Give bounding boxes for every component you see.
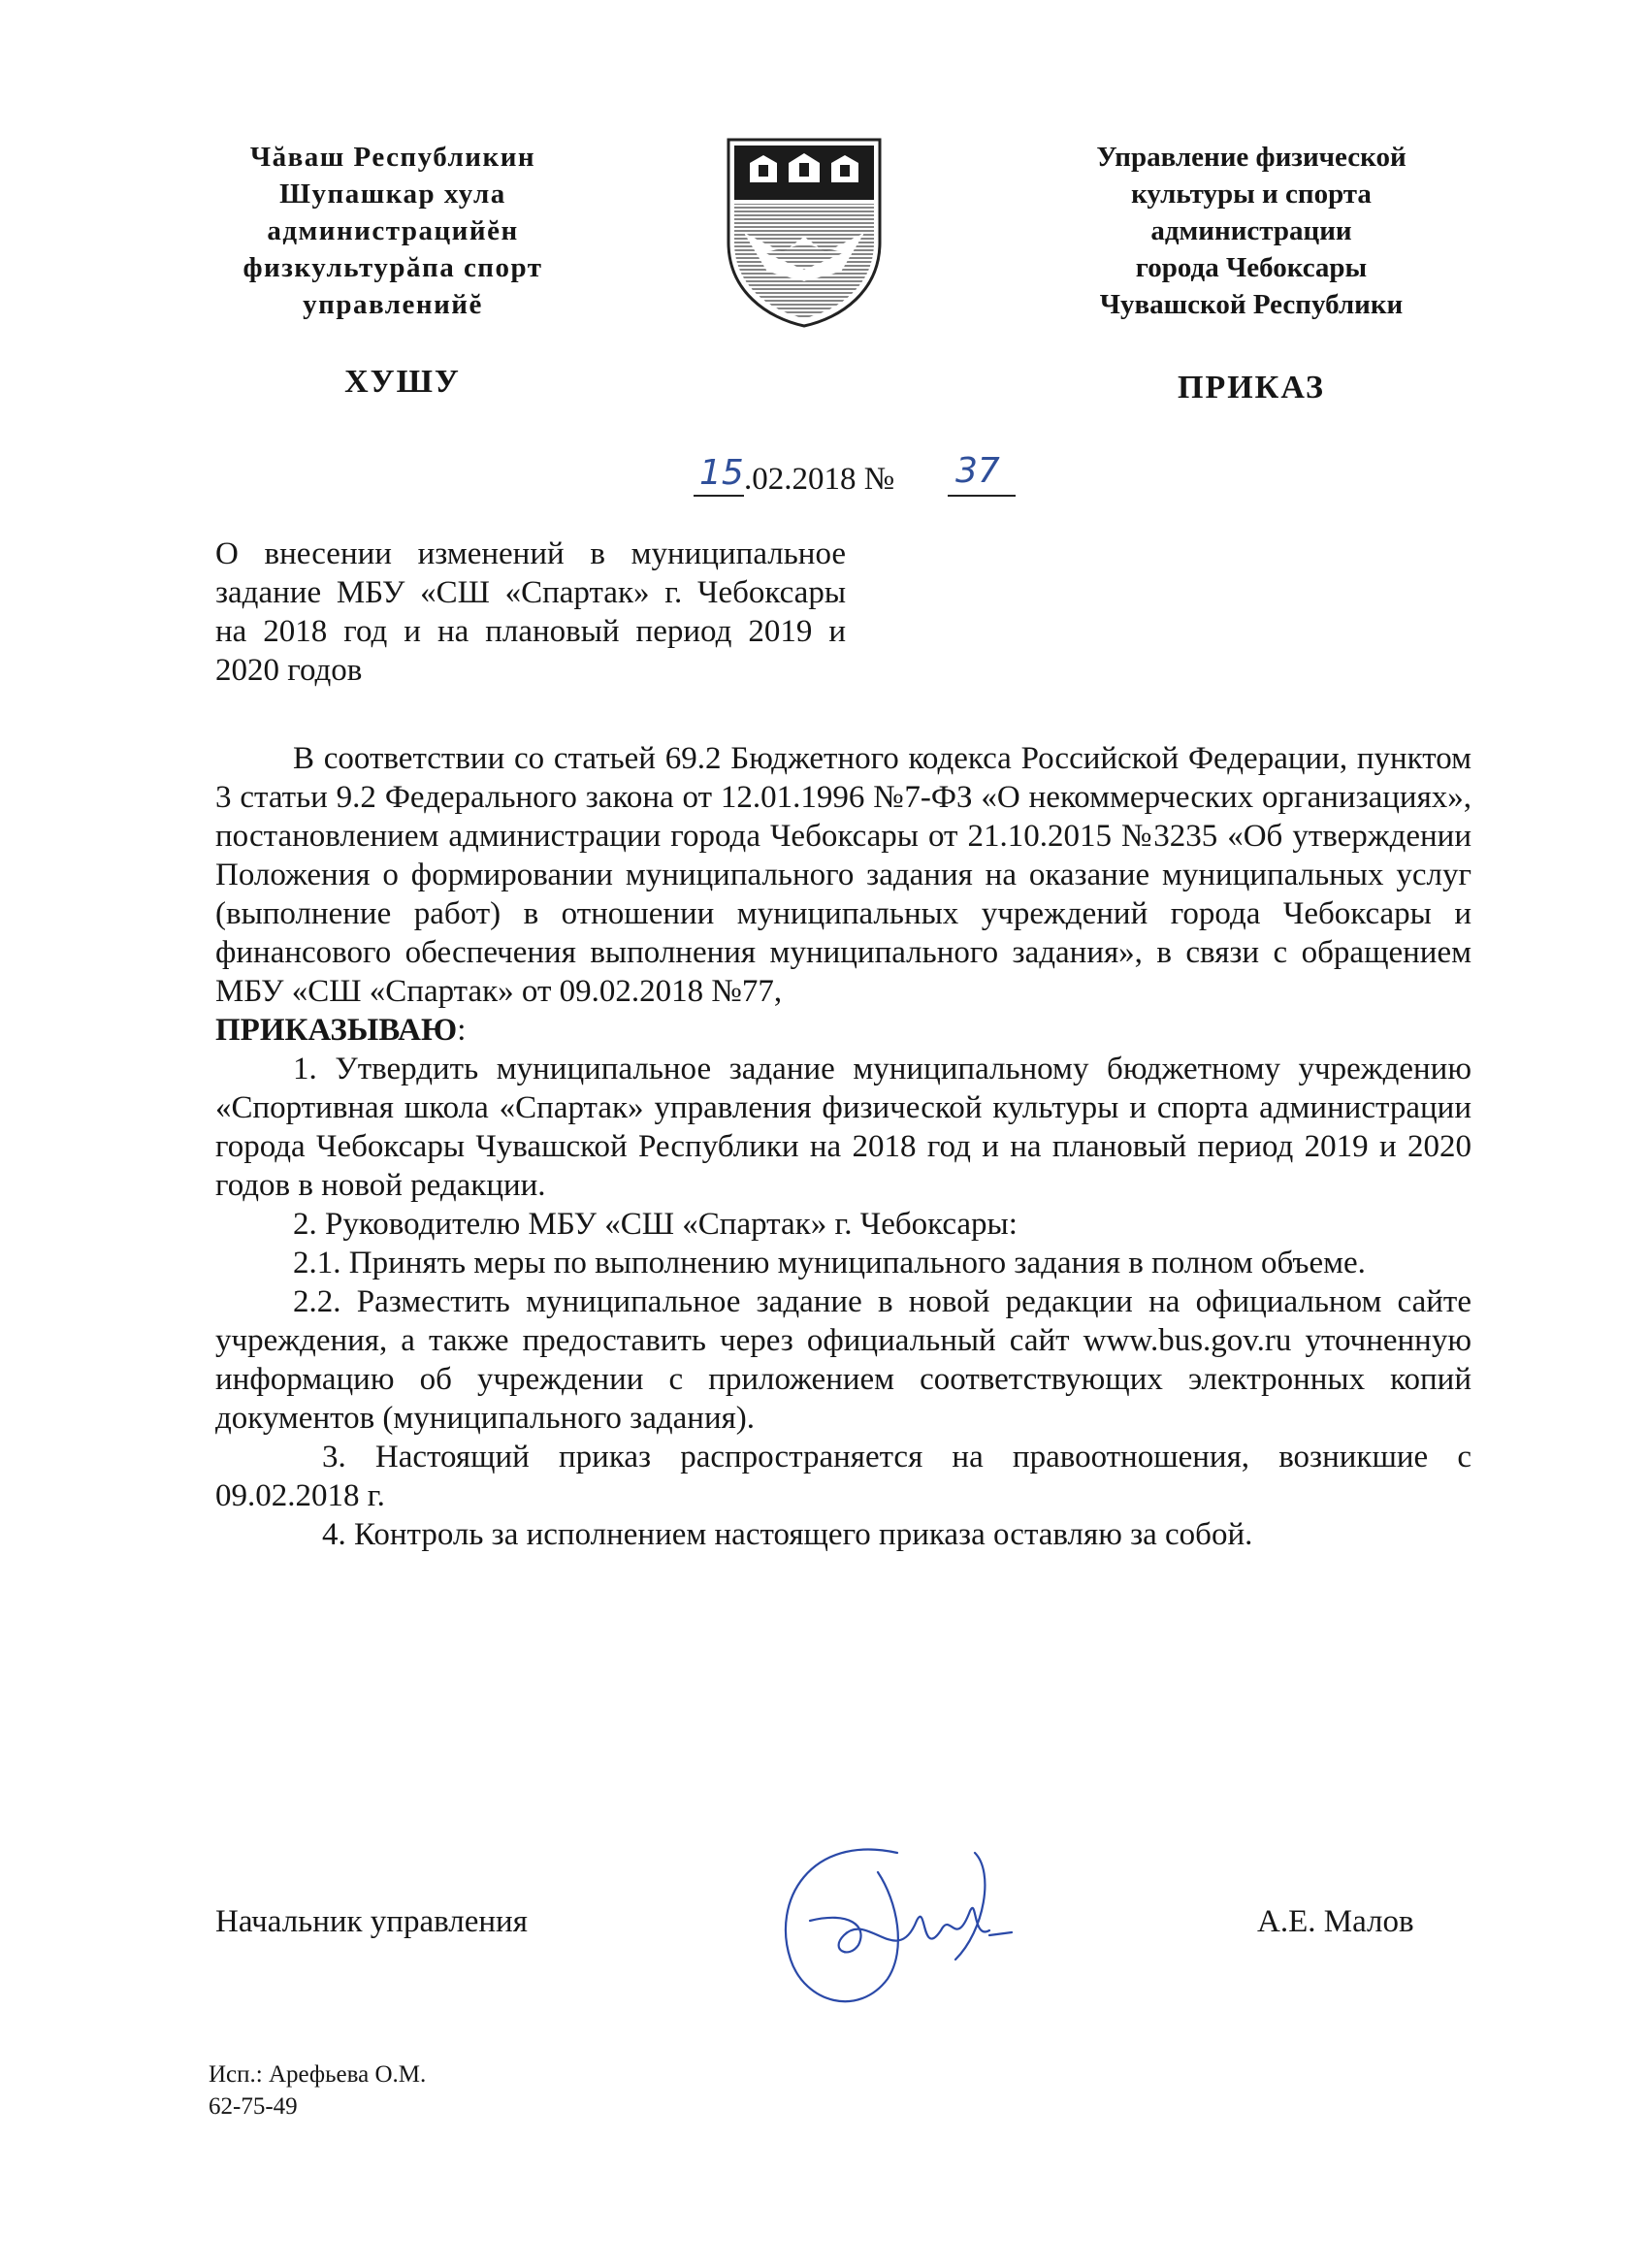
handwritten-signature-icon (752, 1814, 1033, 2027)
order-number-underline (948, 495, 1016, 497)
signatory-position: Начальник управления (215, 1904, 528, 1939)
order-item-1: 1. Утвердить муниципальное задание муниципальному бюджетному учреждению «Спортивная школа «Спартак» управления физической культуры и спорта администрации города Чебоксары Чувашской Республики на 2018 год и на плановый период 2019 и 2020 годов в новой редакции. (215, 1052, 1471, 1203)
order-item-2: 2. Руководителю МБУ «СШ «Спартак» г. Чебоксары: (293, 1207, 1018, 1242)
header-right-line: города Чебоксары (1135, 252, 1368, 283)
preamble-paragraph (215, 739, 1471, 1050)
executor-phone: 62-75-49 (209, 2093, 298, 2120)
order-item-2-2: 2.2. Разместить муниципальное задание в новой редакции на официальном сайте учреждения, а также предоставить через официальный сайт www.bus.gov.ru уточненную информацию об учреждении с приложением соответствующих электронных копий документов (муниципального задания). (215, 1284, 1471, 1436)
header-left-line: Чăваш Республикин (249, 142, 536, 173)
order-subject: О внесении изменений в муниципальное задание МБУ «СШ «Спартак» г. Чебоксары на 2018 год и на плановый период 2019 и 2020 годов (215, 536, 846, 688)
header-right-line: администрации (1150, 215, 1352, 246)
executor-name: Исп.: Арефьева О.М. (209, 2061, 427, 2088)
doc-type-russian: ПРИКАЗ (1178, 370, 1325, 405)
date-number-line (694, 451, 1043, 502)
order-colon: : (457, 1013, 467, 1048)
header-right-line: Управление физической (1096, 142, 1406, 173)
order-item-3: 3. Настоящий приказ распространяется на правоотношения, возникшие с 09.02.2018 г. (215, 1440, 1471, 1513)
header-left-org (213, 139, 572, 323)
order-word: ПРИКАЗЫВАЮ (215, 1013, 458, 1048)
header-right-line: культуры и спорта (1131, 178, 1372, 210)
header-right-org (1057, 139, 1445, 323)
header-left-line: управленийĕ (303, 289, 483, 320)
signatory-name: А.Е. Малов (1257, 1904, 1414, 1939)
preamble-text: В соответствии со статьей 69.2 Бюджетного кодекса Российской Федерации, пунктом 3 статьи 9.2 Федерального закона от 12.01.1996 №7-ФЗ «О некоммерческих организациях», постановлением администрации города Чебоксары от 21.10.2015 №3235 «Об утверждении Положения о формировании муниципального задания на оказание муниципальных услуг (выполнение работ) в отношении муниципальных учреждений города Чебоксары и финансового обеспечения выполнения муниципального задания», в связи с обращением МБУ «СШ «Спартак» от 09.02.2018 №77, (215, 741, 1471, 1009)
date-rest: .02.2018 № (744, 462, 895, 497)
order-number-handwritten: 37 (955, 451, 1000, 491)
executor-info (209, 2058, 426, 2122)
doc-type-chuvash: ХУШУ (344, 364, 461, 400)
order-item-4: 4. Контроль за исполнением настоящего приказа оставляю за собой. (322, 1517, 1253, 1552)
date-day-handwritten: 15 (699, 453, 744, 493)
header-left-line: Шупашкар хула (279, 178, 506, 210)
chuvash-coat-of-arms-icon (725, 136, 884, 330)
header-right-line: Чувашской Республики (1099, 289, 1404, 320)
order-item-2-1: 2.1. Принять меры по выполнению муниципального задания в полном объеме. (293, 1246, 1366, 1280)
order-body (215, 739, 1471, 1554)
header-left-line: администрацийĕн (267, 215, 519, 246)
header-left-line: физкультурăпа спорт (242, 252, 543, 283)
